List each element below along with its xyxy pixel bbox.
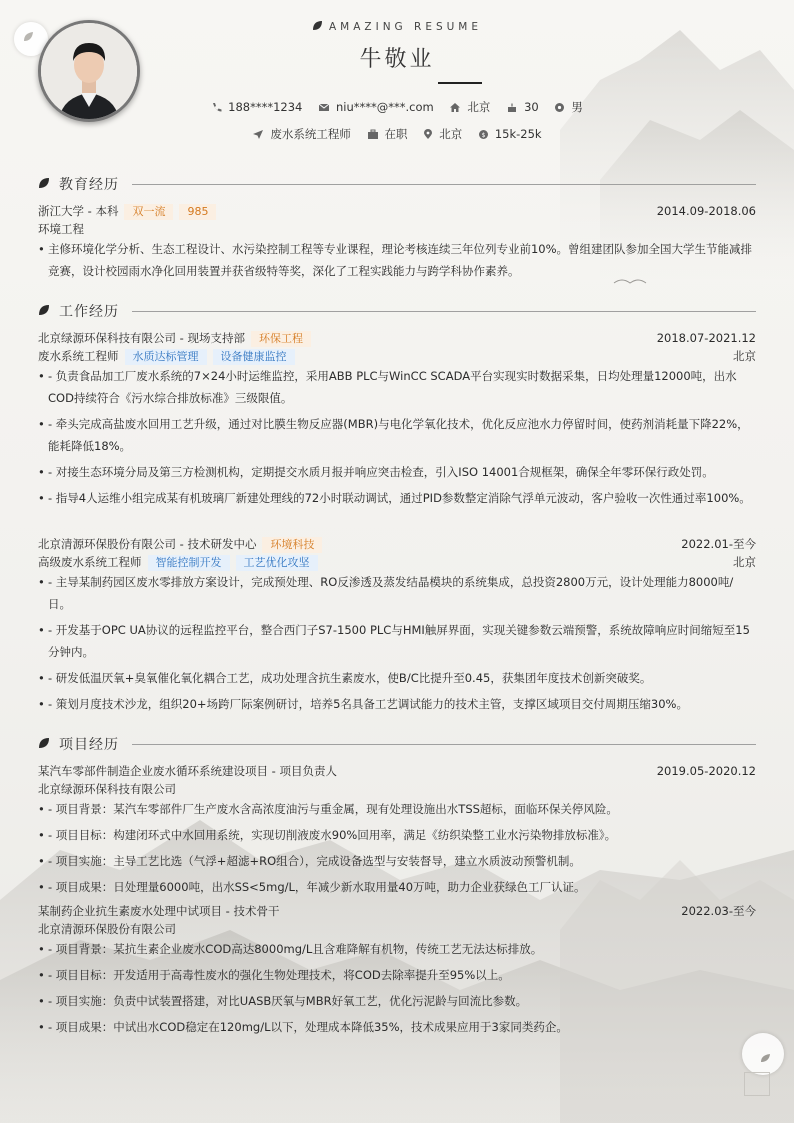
work-city: 北京 — [733, 555, 756, 569]
contact-phone: 188****1234 — [211, 100, 302, 114]
list-item: • - 开发基于OPC UA协议的远程监控平台，整合西门子S7-1500 PLC与HMI触屏界面，实现关键参数云端预警，系统故障响应时间缩短至15分钟内。 — [38, 623, 750, 659]
briefcase-icon — [367, 129, 379, 140]
name-underline — [438, 82, 482, 84]
candidate-name: 牛敬业 — [359, 47, 435, 72]
section-title: 教育经历 — [59, 177, 119, 193]
leaf-icon — [38, 737, 50, 749]
section-project — [38, 734, 756, 754]
list-item: • - 项目背景：某汽车零部件厂生产废水含高浓度油污与重金属，现有处理设施出水TSS超标，面临环保关停风险。 — [38, 802, 618, 816]
list-item: • - 项目实施：负责中试装置搭建，对比UASB厌氧与MBR好氧工艺，优化污泥龄与回流比参数。 — [38, 994, 528, 1008]
skill-tag: 工艺优化攻坚 — [236, 555, 318, 571]
home-icon — [449, 102, 461, 113]
project-date: 2019.05-2020.12 — [656, 764, 756, 778]
work-header — [38, 535, 756, 553]
education-header — [38, 202, 756, 220]
industry-tag: 环境科技 — [262, 537, 322, 553]
education-date: 2014.09-2018.06 — [656, 204, 756, 218]
section-work — [38, 301, 756, 321]
page-marker — [744, 1072, 770, 1096]
contact-email: niu****@***.com — [318, 100, 434, 114]
project-header — [38, 902, 756, 920]
work-header — [38, 329, 756, 347]
job-city: 北京 — [423, 126, 462, 142]
job-intent-row — [0, 126, 794, 142]
project-title: 某制药企业抗生素废水处理中试项目 - 技术骨干 — [38, 904, 280, 918]
section-divider — [132, 311, 756, 312]
list-item: • - 项目背景：某抗生素企业废水COD高达8000mg/L且含难降解有机物，传统工艺无法达标排放。 — [38, 942, 543, 956]
list-item: • - 项目目标：开发适用于高毒性废水的强化生物处理技术，将COD去除率提升至95%以上。 — [38, 968, 510, 982]
list-item: • - 项目目标：构建闭环式中水回用系统，实现切削液废水90%回用率，满足《纺织染整工业水污染物排放标准》。 — [38, 828, 617, 842]
list-item: • - 牵头完成高盐废水回用工艺升级，通过对比膜生物反应器(MBR)与电化学氧化技术，优化反应池水力停留时间，使药剂消耗量下降22%，能耗降低18%。 — [38, 417, 749, 453]
corner-ornament-bottom — [742, 1033, 784, 1075]
industry-tag: 环保工程 — [251, 331, 311, 347]
education-major: 环境工程 — [38, 222, 84, 236]
list-item: • - 策划月度技术沙龙，组织20+场跨厂际案例研讨，培养5名具备工艺调试能力的技术主管，支撑区域项目交付周期压缩30%。 — [38, 697, 688, 711]
skill-tag: 水质达标管理 — [125, 349, 207, 365]
send-icon — [252, 129, 264, 140]
work-city: 北京 — [733, 349, 756, 363]
job-position: 废水系统工程师 — [252, 126, 351, 142]
skill-tag: 智能控制开发 — [148, 555, 230, 571]
leaf-icon — [38, 304, 50, 316]
list-item: • - 项目成果：中试出水COD稳定在120mg/L以下，处理成本降低35%，技术成果应用于3家同类药企。 — [38, 1020, 568, 1034]
resume-eyebrow — [0, 20, 794, 33]
project-org-row — [38, 920, 756, 938]
job-salary: $ 15k-25k — [478, 127, 542, 141]
education-major-row — [38, 220, 756, 238]
project-header — [38, 762, 756, 780]
contact-home: 北京 — [449, 99, 490, 115]
section-divider — [132, 744, 756, 745]
work-role-row — [38, 347, 756, 365]
list-item: • - 负责食品加工厂废水系统的7×24小时运维监控，采用ABB PLC与WinCC SCADA平台实现实时数据采集，日均处理量12000吨，出水COD持续符合《污水综合排放标准》三级限值。 — [38, 369, 737, 405]
project-date: 2022.03-至今 — [681, 904, 756, 918]
project-title: 某汽车零部件制造企业废水循环系统建设项目 - 项目负责人 — [38, 764, 337, 778]
education-tag: 双一流 — [124, 204, 173, 220]
leaf-icon — [38, 177, 50, 189]
work-role-row — [38, 553, 756, 571]
leaf-icon — [312, 20, 323, 31]
section-divider — [132, 184, 756, 185]
section-title: 工作经历 — [59, 304, 119, 320]
skill-tag: 设备健康监控 — [213, 349, 295, 365]
list-item: • - 项目实施：主导工艺比选（气浮+超滤+RO组合），完成设备选型与安装督导，建立水质波动预警机制。 — [38, 854, 581, 868]
list-item: • - 对接生态环境分局及第三方检测机构，定期提交水质月报并响应突击检查，引入ISO 14001合规框架，确保全年零环保行政处罚。 — [38, 465, 714, 479]
list-item: • - 主导某制药园区废水零排放方案设计，完成预处理、RO反渗透及蒸发结晶模块的系统集成，总投资2800万元，设计处理能力8000吨/日。 — [38, 575, 734, 611]
gender-icon — [554, 102, 565, 113]
location-icon — [423, 129, 433, 140]
work-date: 2022.01-至今 — [681, 537, 756, 551]
contact-row — [0, 99, 794, 115]
section-education — [38, 174, 756, 194]
money-icon — [478, 129, 489, 140]
company-name: 北京清源环保股份有限公司 - 技术研发中心 — [38, 537, 257, 551]
contact-age: 30 — [506, 100, 539, 114]
work-date: 2018.07-2021.12 — [656, 331, 756, 345]
eyebrow-text: AMAZING RESUME — [328, 21, 483, 33]
list-item: • 主修环境化学分析、生态工程设计、水污染控制工程等专业课程，理论考核连续三年位列专业前10%。曾组建团队参加全国大学生节能减排竞赛，设计校园雨水净化回用装置并获省级特等奖，深化了工程实践能力与跨学科协作素养。 — [38, 242, 753, 278]
project-org-row — [38, 780, 756, 798]
section-title: 项目经历 — [59, 737, 119, 753]
list-item: • - 项目成果：日处理量6000吨，出水SS<5mg/L，年减少新水取用量40万吨，助力企业获绿色工厂认证。 — [38, 880, 586, 894]
project-org: 北京清源环保股份有限公司 — [38, 922, 176, 936]
job-title: 高级废水系统工程师 — [38, 555, 142, 569]
svg-text:$: $ — [481, 132, 486, 139]
list-item: • - 指导4人运维小组完成某有机玻璃厂新建处理线的72小时联动调试，通过PID参数整定消除气浮单元波动，客户验收一次性通过率100%。 — [38, 491, 751, 505]
project-org: 北京绿源环保科技有限公司 — [38, 782, 176, 796]
mail-icon — [318, 102, 330, 113]
school-name: 浙江大学 - 本科 — [38, 204, 119, 218]
contact-gender: 男 — [554, 99, 583, 115]
list-item: • - 研发低温厌氧+臭氧催化氧化耦合工艺，成功处理含抗生素废水，使B/C比提升至0.45，获集团年度技术创新突破奖。 — [38, 671, 652, 685]
cake-icon — [506, 102, 518, 113]
job-status: 在职 — [367, 126, 408, 142]
company-name: 北京绿源环保科技有限公司 - 现场支持部 — [38, 331, 245, 345]
job-title: 废水系统工程师 — [38, 349, 119, 363]
education-tag: 985 — [179, 204, 216, 220]
phone-icon — [211, 102, 222, 113]
